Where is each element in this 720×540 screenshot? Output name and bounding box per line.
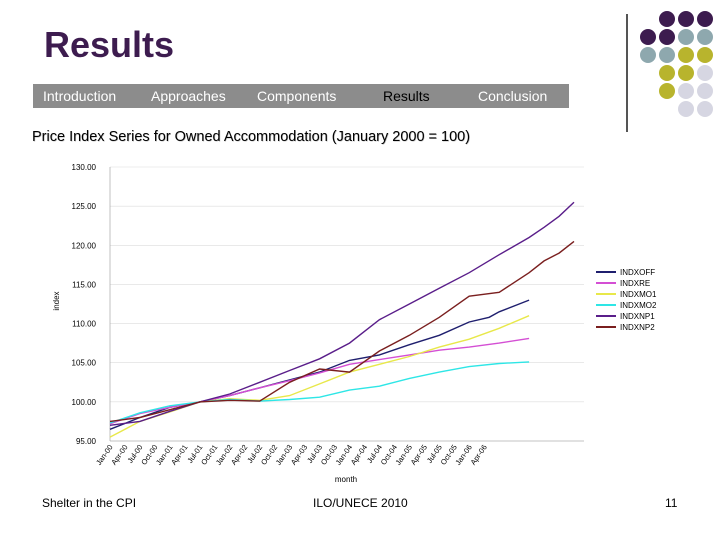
y-axis-label: index (52, 291, 61, 311)
y-tick-label: 110.00 (72, 319, 96, 329)
x-axis-label: month (334, 475, 358, 484)
decorative-dot (697, 29, 713, 45)
decorative-dot (697, 47, 713, 63)
legend-label: INDXOFF (620, 268, 656, 277)
x-tick-label: Jan-04 (333, 442, 355, 467)
y-tick-label: 120.00 (71, 241, 96, 251)
chart-legend (596, 268, 657, 332)
nav-item-approaches[interactable]: Approaches (151, 88, 226, 104)
chart-grid (110, 167, 584, 441)
x-tick-label: Oct-04 (378, 442, 400, 467)
decorative-dot (659, 47, 675, 63)
x-tick-label: Apr-01 (169, 442, 190, 467)
x-tick-label: Jan-03 (273, 442, 295, 467)
price-index-line-chart (50, 155, 680, 490)
decorative-dot (678, 29, 694, 45)
decorative-dot (678, 83, 694, 99)
x-tick-label: Jan-00 (94, 442, 115, 467)
footer-presentation-name: Shelter in the CPI (42, 496, 137, 510)
series-line-indxmo2 (110, 362, 529, 423)
decorative-dot (659, 11, 675, 27)
x-tick-label: Jul-05 (424, 442, 444, 465)
x-tick-label: Oct-00 (139, 442, 160, 467)
x-tick-label: Apr-05 (408, 442, 429, 467)
decorative-dot (640, 47, 656, 63)
x-tick-label: Jul-03 (305, 442, 325, 465)
legend-label: INDXMO2 (620, 301, 657, 310)
x-tick-label: Jan-05 (393, 442, 415, 467)
section-nav-bar (33, 84, 569, 108)
y-tick-label: 105.00 (71, 358, 96, 368)
x-tick-label: Oct-03 (318, 442, 340, 467)
decorative-dot-grid (640, 11, 720, 121)
nav-item-conclusion[interactable]: Conclusion (478, 88, 548, 104)
x-tick-label: Jan-06 (453, 442, 474, 467)
x-tick-label: Oct-01 (199, 442, 220, 467)
decorative-dot (659, 83, 675, 99)
y-tick-label: 130.00 (71, 163, 96, 172)
x-tick-label: Oct-05 (438, 442, 459, 467)
series-line-indxnp2 (110, 241, 574, 421)
decorative-dot (659, 29, 675, 45)
y-tick-label: 95.00 (75, 437, 96, 446)
x-tick-label: Jul-01 (185, 442, 205, 465)
decorative-dot (697, 65, 713, 81)
nav-item-components[interactable]: Components (257, 88, 337, 104)
decorative-dot (640, 29, 656, 45)
x-tick-label: Jan-01 (153, 442, 175, 467)
decorative-dot (697, 83, 713, 99)
y-tick-label: 125.00 (71, 202, 96, 212)
decorative-dot (678, 101, 694, 117)
decorative-dot (659, 65, 675, 81)
decorative-dot (678, 47, 694, 63)
legend-label: INDXMO1 (620, 290, 657, 299)
x-tick-label: Apr-06 (468, 442, 489, 467)
y-tick-label: 115.00 (72, 280, 96, 290)
nav-item-introduction[interactable]: Introduction (43, 88, 117, 104)
x-tick-label: Apr-03 (288, 442, 310, 467)
x-tick-label: Apr-02 (229, 442, 250, 467)
series-line-indxmo1 (110, 316, 529, 437)
footer-page-number: 11 (665, 496, 678, 510)
legend-label: INDXNP1 (620, 312, 655, 321)
x-tick-label: Jul-02 (245, 442, 265, 465)
footer-event: ILO/UNECE 2010 (313, 496, 408, 510)
decorative-dot (678, 65, 694, 81)
x-axis-ticks (94, 443, 489, 467)
x-tick-label: Oct-02 (259, 442, 280, 467)
legend-label: INDXNP2 (620, 323, 655, 332)
legend-label: INDXRE (620, 279, 651, 288)
slide-title: Results (44, 24, 175, 65)
x-tick-label: Apr-04 (348, 442, 370, 467)
y-tick-label: 100.00 (71, 397, 96, 407)
x-tick-label: Jan-02 (213, 442, 235, 467)
decorative-dot (697, 101, 713, 117)
nav-item-results[interactable]: Results (383, 88, 430, 104)
decorative-dot (678, 11, 694, 27)
x-tick-label: Apr-00 (109, 442, 130, 467)
decorative-divider (626, 14, 628, 132)
x-tick-label: Jul-00 (125, 442, 145, 465)
x-tick-label: Jul-04 (364, 442, 385, 465)
y-axis-ticks (72, 163, 97, 446)
chart-heading: Price Index Series for Owned Accommodation (January 2000 = 100) (32, 129, 471, 145)
decorative-dot (697, 11, 713, 27)
